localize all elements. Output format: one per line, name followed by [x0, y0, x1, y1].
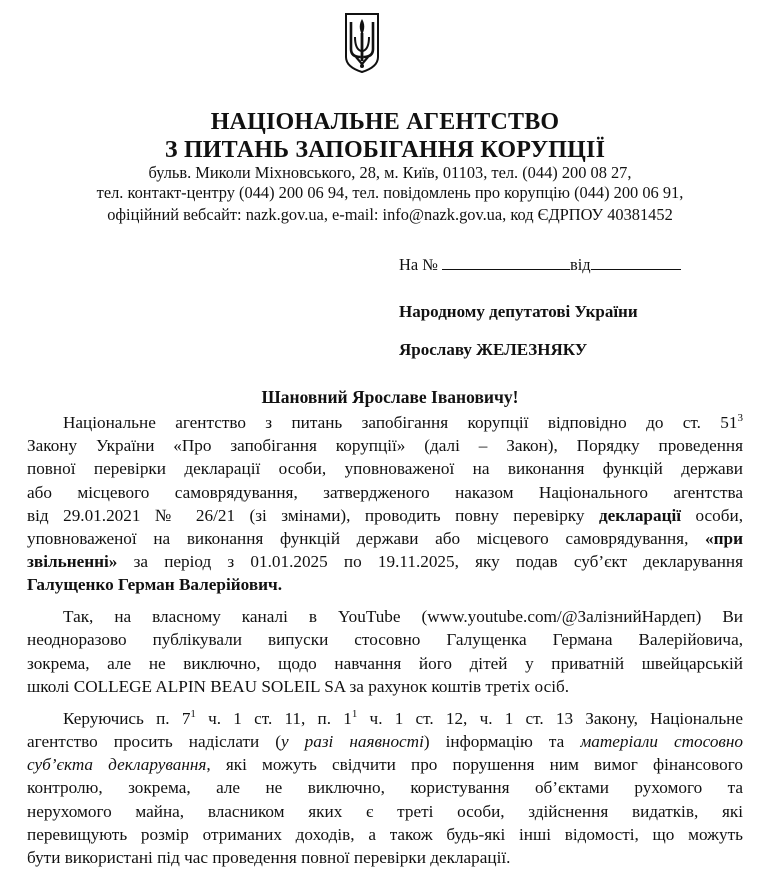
- text-line: від 29.01.2021 № 26/21 (зі змінами), проводить повну перевірку декларації особи,: [27, 505, 743, 525]
- text-line: Керуючись п. $7^1$ ч. 1 ст. 11, п. $1^1$ ч. 1 ст. 12, ч. 1 ст. 13 Закону, Національне: [63, 707, 743, 728]
- text-line: або місцевого самоврядування, затвердженого наказом Національного агентства: [27, 482, 743, 502]
- paragraph-3: [27, 707, 743, 869]
- address-line1: бульв. Миколи Міхновського, 28, м. Київ, 01103, тел. (044) 200 08 27,: [148, 163, 632, 182]
- addressee-name: Ярославу ЖЕЛЕЗНЯКУ: [399, 340, 588, 359]
- addressee-title: Народному депутатові України: [399, 302, 638, 321]
- reference-date-label: від: [569, 255, 591, 274]
- address-line2: тел. контакт-центру (044) 200 06 94, тел. повідомлень про корупцію (044) 200 06 91,: [96, 183, 684, 202]
- text-line: повної перевірки декларації особи, уповноваженої на виконання функцій держави: [27, 459, 743, 479]
- reference-number-blank: [442, 254, 570, 270]
- text-line: звільненні» за період з 01.01.2025 по 19.11.2025, яку подав суб’єкт декларування: [27, 552, 743, 572]
- reference-date-blank: [591, 254, 681, 270]
- text-line: уповноваженої на виконання функцій держави або місцевого самоврядування, «при: [27, 528, 743, 548]
- text-line: агентство просить надіслати (у разі наявності) інформацію та матеріали стосовно: [27, 732, 743, 752]
- organization-name-line2: З ПИТАНЬ ЗАПОБІГАННЯ КОРУПЦІЇ: [164, 137, 606, 163]
- organization-name-line1: НАЦІОНАЛЬНЕ АГЕНТСТВО: [210, 109, 560, 135]
- reference-line: [399, 254, 681, 276]
- text-line: Галущенко Герман Валерійович.: [27, 575, 283, 595]
- text-line: бути використані під час проведення повної перевірки декларації.: [27, 847, 511, 867]
- text-line: Національне агентство з питань запобігання корупції відповідно до ст. $51^3$: [63, 412, 743, 432]
- text-line: школі COLLEGE ALPIN BEAU SOLEIL SA за рахунок коштів третіх осіб.: [27, 676, 570, 696]
- text-line: контролю, зокрема, але не виключно, користування об’єктами рухомого та: [27, 778, 743, 798]
- address-line3: офіційний вебсайт: nazk.gov.ua, e-mail: info@nazk.gov.ua, код ЄДРПОУ 40381452: [107, 205, 673, 224]
- letter-body: [27, 411, 743, 878]
- text-line: перевищують розмір отриманих доходів, а також будь-які інші відомості, що можуть: [27, 824, 743, 844]
- salutation: Шановний Ярославе Івановичу!: [261, 387, 519, 407]
- text-line: суб’єкта декларування, які можуть свідчити про порушення ним вимог фінансового: [27, 755, 743, 775]
- paragraph-2: [27, 605, 743, 698]
- text-line: Так, на власному каналі в YouTube (www.youtube.com/@ЗалізнийНардеп) Ви: [63, 607, 743, 627]
- text-line: нерухомого майна, власником яких є треті особи, здійснення видатків, які: [27, 801, 743, 821]
- paragraph-1: [27, 411, 743, 597]
- reference-number-label: На №: [399, 255, 438, 274]
- text-line: Закону України «Про запобігання корупції» (далі – Закон), Порядку проведення: [27, 436, 743, 456]
- text-line: неодноразово публікували випуски стосовно Галущенка Германа Валерійовича,: [27, 630, 743, 650]
- trident-emblem-icon: [343, 13, 381, 73]
- text-line: зокрема, але не виключно, щодо навчання його дітей у приватній швейцарській: [27, 653, 743, 673]
